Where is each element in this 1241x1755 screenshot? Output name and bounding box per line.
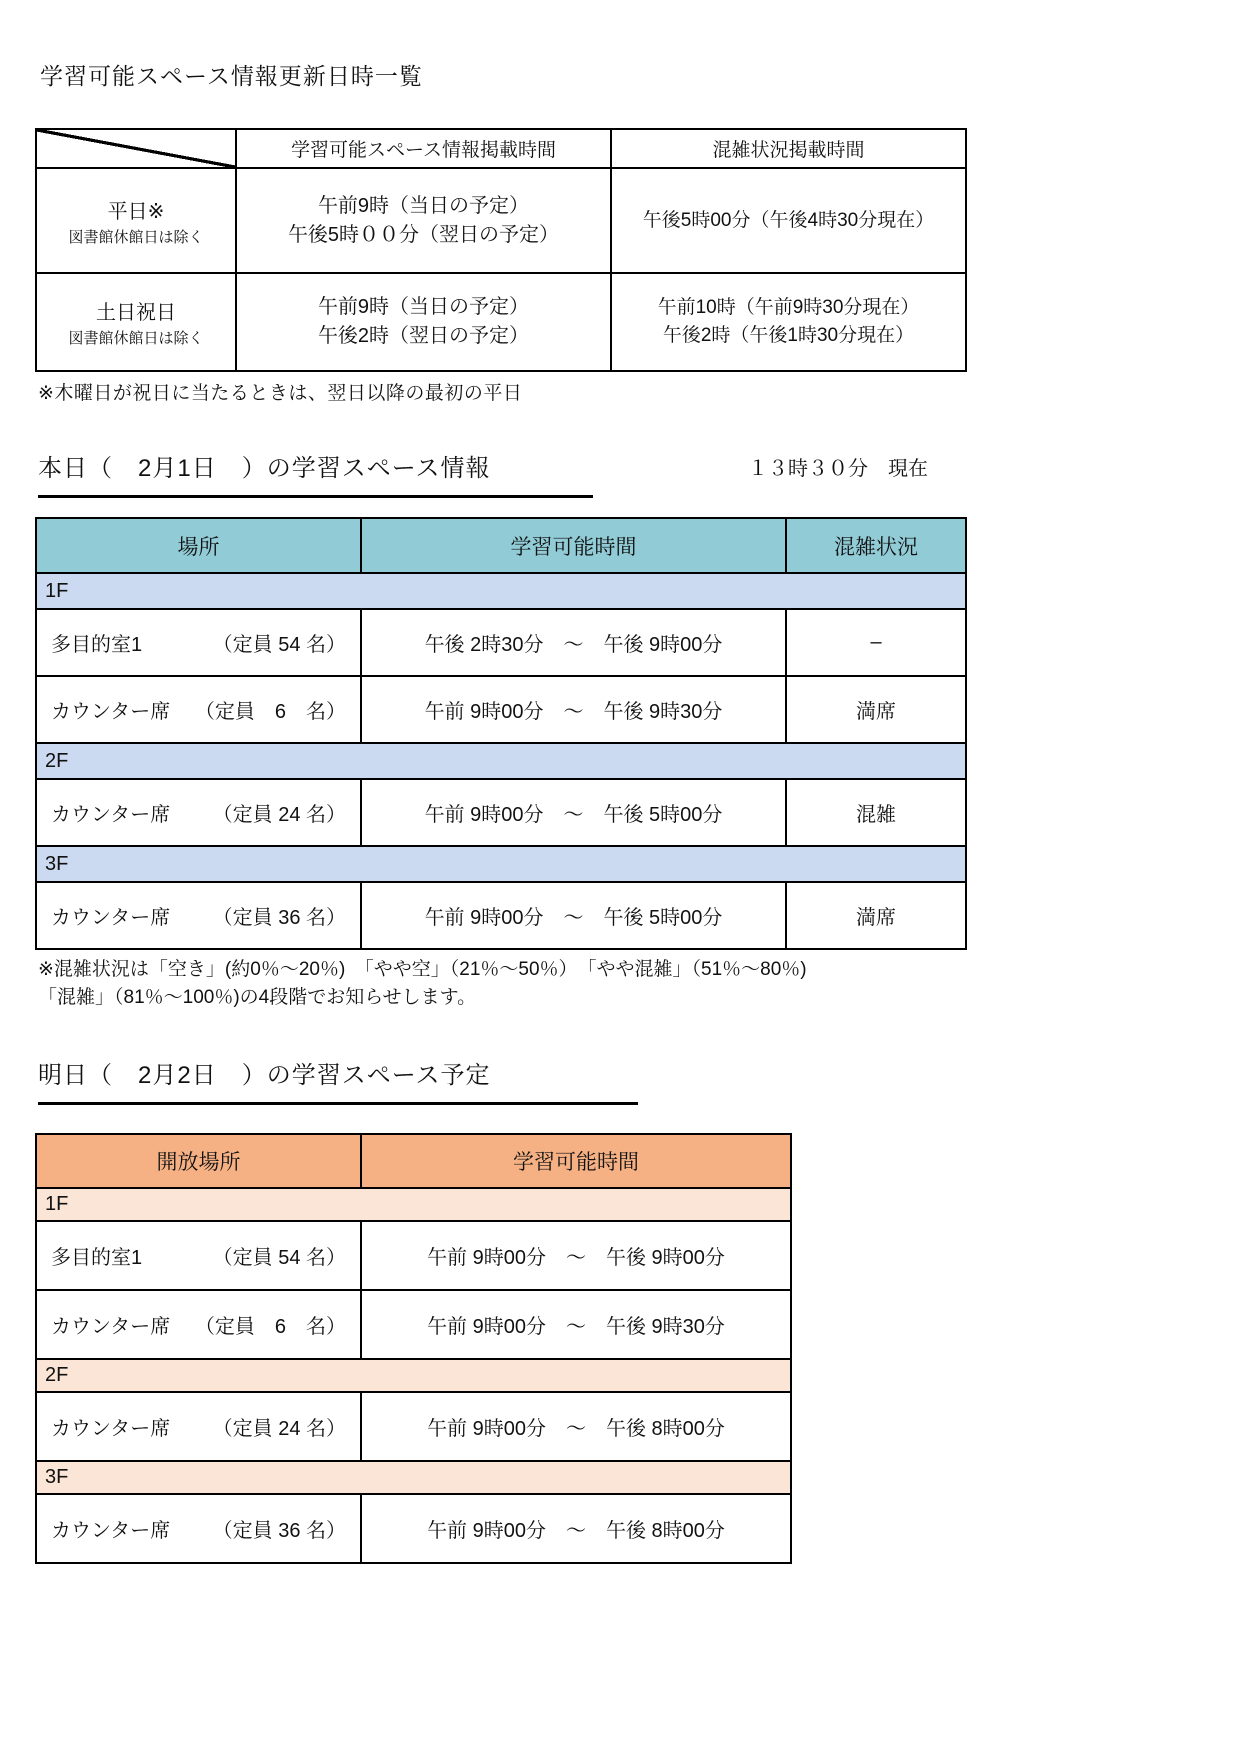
today-row-counter2f: [36, 779, 966, 846]
today-row1-place-cell: [36, 609, 361, 676]
tomorrow-floor3-label: 3F: [36, 1461, 791, 1494]
tomorrow-time-header: 学習可能時間: [361, 1134, 791, 1188]
today-row1-status: –: [786, 609, 966, 676]
weekday-space-time-line1: 午前9時（当日の予定）: [317, 194, 530, 217]
today-row2-capacity: （定員 6 名）: [194, 701, 346, 723]
tomorrow-floor1-band: [36, 1188, 791, 1221]
tomorrow-section-heading: 明日（ 2月2日 ）の学習スペース予定: [38, 1055, 638, 1105]
today-row1-place: 多目的室1: [51, 634, 143, 656]
update-table-header-row: [36, 129, 966, 168]
weekend-space-time-line1: 午前9時（当日の予定）: [317, 296, 530, 318]
tomorrow-row1-capacity: （定員 54 名）: [212, 1247, 346, 1269]
today-row4-capacity: （定員 36 名）: [212, 907, 346, 929]
tomorrow-row1-place-cell: [36, 1221, 361, 1290]
weekday-note: 図書館休館日は除く: [68, 228, 204, 246]
tomorrow-row3-capacity: （定員 24 名）: [212, 1418, 346, 1440]
today-floor3-band: [36, 846, 966, 882]
today-row1-capacity: （定員 54 名）: [212, 634, 346, 656]
tomorrow-row1-place: 多目的室1: [51, 1247, 143, 1269]
tomorrow-row2-place: カウンター席: [51, 1316, 171, 1338]
tomorrow-row1-time: 午前 9時00分 ～ 午後 9時00分: [361, 1221, 791, 1290]
today-row4-place-cell: [36, 882, 361, 949]
today-row2-status: 満席: [786, 676, 966, 743]
today-row4-status: 満席: [786, 882, 966, 949]
weekend-space-time-cell: [236, 273, 611, 371]
tomorrow-table: [35, 1133, 792, 1564]
tomorrow-row2-time: 午前 9時00分 ～ 午後 9時30分: [361, 1290, 791, 1359]
today-time-header: 学習可能時間: [361, 518, 786, 573]
tomorrow-floor2-label: 2F: [36, 1359, 791, 1392]
weekday-space-time-line2: 午後5時００分（翌日の予定）: [287, 223, 560, 246]
tomorrow-row3-place: カウンター席: [51, 1418, 171, 1440]
tomorrow-row4-place-cell: [36, 1494, 361, 1563]
today-row3-capacity: （定員 24 名）: [212, 804, 346, 826]
today-row3-place: カウンター席: [51, 804, 171, 826]
tomorrow-row3-time: 午前 9時00分 ～ 午後 8時00分: [361, 1392, 791, 1461]
tomorrow-row-multipurpose: [36, 1221, 791, 1290]
tomorrow-place-header: 開放場所: [36, 1134, 361, 1188]
weekend-status-time-line2: 午後2時（午後1時30分現在）: [662, 325, 915, 346]
tomorrow-row-counter1f: [36, 1290, 791, 1359]
congestion-legend-line1: ※混雑状況は「空き」(約0％～20％) 「やや空」（21％～50％） 「やや混雑」（51％～80％): [38, 959, 807, 980]
weekday-status-time-line1: 午後5時00分（午後4時30分現在）: [642, 209, 935, 231]
tomorrow-row4-capacity: （定員 36 名）: [212, 1520, 346, 1542]
tomorrow-floor2-band: [36, 1359, 791, 1392]
tomorrow-row-counter2f: [36, 1392, 791, 1461]
weekday-label-cell: [36, 168, 236, 273]
space-info-time-header: 学習可能スペース情報掲載時間: [236, 129, 611, 168]
tomorrow-row3-place-cell: [36, 1392, 361, 1461]
weekday-label: 平日※: [107, 200, 165, 223]
today-row3-place-cell: [36, 779, 361, 846]
weekend-status-time-line1: 午前10時（午前9時30分現在）: [657, 297, 920, 318]
weekend-row: [36, 273, 966, 371]
today-floor2-band: [36, 743, 966, 779]
today-floor1-band: [36, 573, 966, 609]
today-row2-time: 午前 9時00分 ～ 午後 9時30分: [361, 676, 786, 743]
tomorrow-floor1-label: 1F: [36, 1188, 791, 1221]
today-row-multipurpose: [36, 609, 966, 676]
weekday-space-time-cell: [236, 168, 611, 273]
today-floor2-label: 2F: [36, 743, 966, 779]
tomorrow-floor3-band: [36, 1461, 791, 1494]
page-title: 学習可能スペース情報更新日時一覧: [40, 63, 423, 89]
today-status-header: 混雑状況: [786, 518, 966, 573]
today-row4-time: 午前 9時00分 ～ 午後 5時00分: [361, 882, 786, 949]
weekday-row: [36, 168, 966, 273]
tomorrow-row4-time: 午前 9時00分 ～ 午後 8時00分: [361, 1494, 791, 1563]
today-row-counter1f: [36, 676, 966, 743]
weekend-space-time-line2: 午後2時（翌日の予定）: [317, 325, 530, 347]
weekend-label-cell: [36, 273, 236, 371]
diagonal-header-cell: [36, 129, 236, 168]
today-row3-time: 午前 9時00分 ～ 午後 5時00分: [361, 779, 786, 846]
today-table-header-row: [36, 518, 966, 573]
congestion-legend-line2: 「混雑」（81％～100％)の4段階でお知らせします。: [38, 987, 477, 1008]
thursday-holiday-note: ※木曜日が祝日に当たるときは、翌日以降の最初の平日: [38, 383, 523, 404]
today-row1-time: 午後 2時30分 ～ 午後 9時00分: [361, 609, 786, 676]
tomorrow-table-header-row: [36, 1134, 791, 1188]
weekend-label: 土日祝日: [96, 302, 176, 324]
current-time-label: １３時３０分 現在: [748, 458, 928, 480]
today-floor1-label: 1F: [36, 573, 966, 609]
update-schedule-table: [35, 128, 967, 372]
today-floor3-label: 3F: [36, 846, 966, 882]
weekend-note: 図書館休館日は除く: [68, 330, 204, 347]
tomorrow-row4-place: カウンター席: [51, 1520, 171, 1542]
tomorrow-row2-capacity: （定員 6 名）: [194, 1316, 346, 1338]
tomorrow-row2-place-cell: [36, 1290, 361, 1359]
tomorrow-row-counter3f: [36, 1494, 791, 1563]
weekend-status-time-cell: [611, 273, 966, 371]
today-row-counter3f: [36, 882, 966, 949]
today-row4-place: カウンター席: [51, 907, 171, 929]
congestion-legend-note: [38, 956, 807, 1012]
today-row2-place: カウンター席: [51, 701, 171, 723]
weekday-status-time-cell: [611, 168, 966, 273]
today-place-header: 場所: [36, 518, 361, 573]
today-table: [35, 517, 967, 950]
today-section-heading: 本日（ 2月1日 ）の学習スペース情報: [38, 448, 593, 498]
today-row2-place-cell: [36, 676, 361, 743]
today-row3-status: 混雑: [786, 779, 966, 846]
congestion-time-header: 混雑状況掲載時間: [611, 129, 966, 168]
